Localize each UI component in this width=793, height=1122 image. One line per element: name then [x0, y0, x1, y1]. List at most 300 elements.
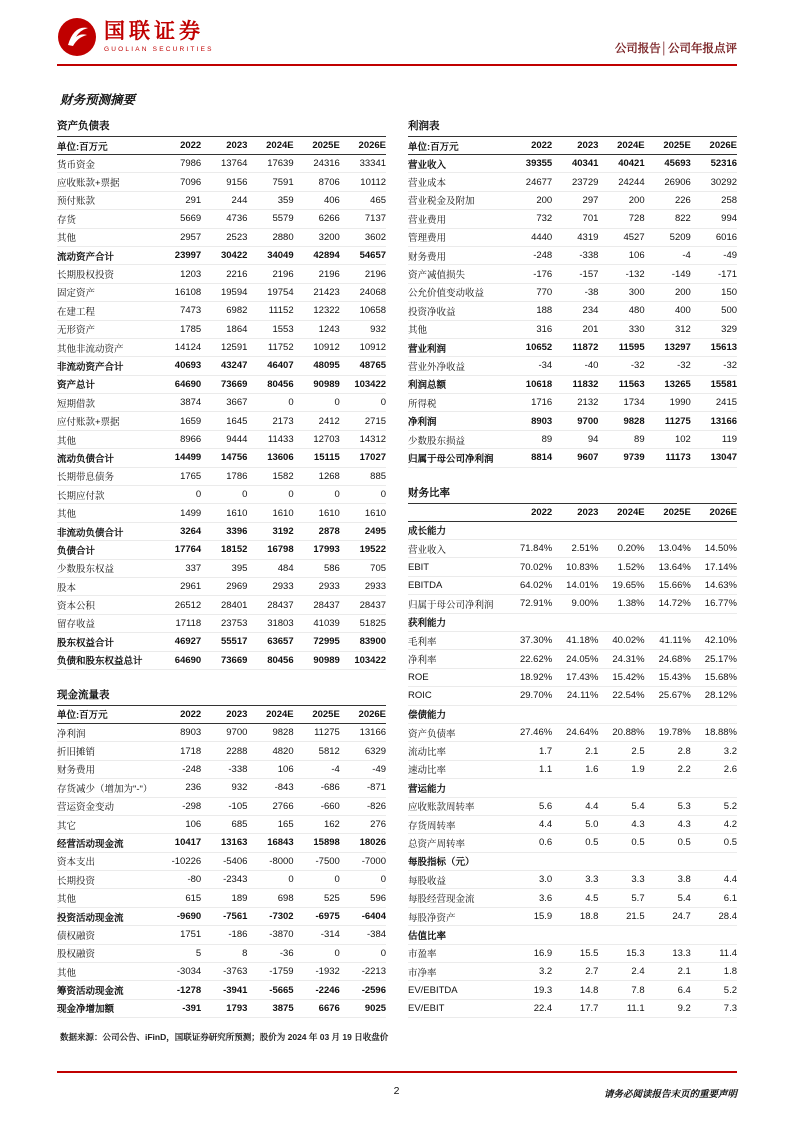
cell-value: 5812 [318, 745, 340, 757]
cell-value: 11872 [572, 342, 599, 354]
cell-value: 13166 [359, 727, 387, 739]
table-row [408, 321, 737, 339]
cell-value: 9739 [623, 452, 645, 464]
cell-value: 45693 [664, 158, 691, 170]
cell-value: 10618 [525, 378, 553, 390]
cell-value: 17.43% [566, 671, 599, 683]
cell-value: -843 [274, 782, 294, 794]
row-label: 速动比率 [408, 765, 447, 777]
cell-value: 1.38% [617, 598, 645, 610]
cell-value: 11275 [314, 727, 340, 739]
row-label: 成长能力 [408, 526, 447, 538]
cell-value: 83900 [359, 636, 387, 648]
cell-value: 3874 [180, 397, 202, 409]
cell-value: 5579 [272, 213, 294, 225]
cell-value: 2196 [272, 268, 294, 280]
table-row [408, 210, 737, 228]
cell-value: 15898 [313, 837, 340, 849]
cell-value: 25.17% [704, 653, 738, 665]
cell-value: 484 [277, 562, 294, 574]
cell-value: 1.7 [538, 745, 553, 757]
cell-value: 41.18% [566, 635, 599, 647]
cell-value: 11173 [665, 452, 691, 464]
table-row [57, 412, 386, 430]
cell-value: 24068 [359, 286, 387, 298]
financial-ratios-table [408, 481, 737, 1019]
cell-value: 0 [288, 489, 294, 501]
table-row [408, 173, 737, 191]
cell-value: 4.4 [538, 819, 553, 831]
cell-value: 2.8 [677, 745, 691, 757]
cell-value: -2596 [361, 984, 387, 996]
row-label: 市盈率 [408, 949, 437, 961]
row-label: 净利润 [57, 728, 86, 740]
row-label: 营业外净收益 [408, 361, 466, 373]
cell-value: 0.6 [538, 837, 553, 849]
cell-value: 14.63% [704, 580, 738, 591]
row-label: 股东权益合计 [57, 637, 115, 649]
cell-value: 22.62% [519, 653, 553, 665]
cell-value: 1645 [226, 415, 248, 427]
row-label: 毛利率 [408, 636, 437, 648]
cell-value: 1.6 [585, 763, 599, 775]
left-column [57, 114, 386, 1031]
cell-value: 18152 [220, 544, 248, 556]
cell-value: 15.42% [612, 671, 645, 683]
table-row [57, 742, 386, 760]
table-header-row [57, 136, 386, 155]
cell-value: 17027 [359, 452, 387, 464]
cell-value: 46927 [174, 636, 202, 648]
cell-value: 9.2 [677, 1002, 691, 1014]
cell-value: 15.3 [626, 947, 645, 959]
cell-value: 0 [288, 397, 294, 409]
cell-value: 2.51% [571, 543, 599, 555]
table-row [57, 798, 386, 816]
cell-value: -6975 [315, 911, 340, 923]
cell-value: 8903 [180, 727, 202, 739]
cell-value: 5.0 [585, 819, 599, 831]
brand-name [104, 20, 214, 53]
cell-value: 200 [674, 286, 691, 298]
cell-value: -391 [182, 1002, 202, 1014]
row-label: 营业费用 [408, 214, 447, 226]
table-row [408, 284, 737, 302]
table-row [408, 595, 737, 613]
cell-value: 189 [231, 892, 248, 904]
cell-value: -248 [533, 250, 553, 262]
year-header: 2026E [709, 506, 738, 518]
cell-value: -157 [579, 268, 599, 280]
cell-value: -338 [579, 250, 599, 262]
table-title: 财务比率 [408, 486, 450, 499]
row-label: 净利润 [408, 417, 437, 429]
cell-value: 102 [674, 434, 691, 446]
cell-value: 14312 [359, 434, 387, 446]
table-row [57, 302, 386, 320]
footer-divider [57, 1071, 737, 1073]
unit-label: 单位:百万元 [57, 141, 108, 153]
cell-value: 3.3 [631, 874, 645, 886]
cell-value: 13.04% [658, 543, 691, 555]
year-header: 2025E [312, 140, 340, 151]
cell-value: 932 [370, 323, 387, 335]
cell-value: -660 [320, 800, 340, 812]
table-row [57, 816, 386, 834]
table-row [57, 173, 386, 191]
cell-value: 150 [721, 286, 738, 298]
cell-value: -3034 [176, 966, 202, 978]
cell-value: 17639 [267, 158, 294, 170]
cell-value: 14756 [220, 452, 248, 464]
cell-value: 10.83% [566, 561, 599, 573]
cell-value: 0 [334, 489, 340, 501]
row-label: 每股净资产 [408, 912, 456, 924]
cell-value: 52316 [710, 158, 738, 170]
cell-value: 10112 [360, 176, 387, 188]
cell-value: 885 [370, 470, 387, 482]
cell-value: 1499 [180, 507, 202, 519]
cell-value: 1268 [318, 470, 340, 482]
cell-value: 10912 [313, 342, 340, 354]
table-row [57, 284, 386, 302]
cell-value: 11433 [267, 434, 294, 446]
cell-value: 7.8 [631, 984, 645, 996]
cell-value: 24.05% [566, 653, 599, 665]
cell-value: 0 [380, 489, 387, 501]
cell-value: 40693 [174, 360, 202, 372]
cell-value: 1.52% [617, 561, 645, 573]
cell-value: 17118 [175, 617, 202, 629]
cell-value: 4736 [226, 213, 248, 225]
cell-value: 7986 [180, 158, 202, 170]
cell-value: 13764 [220, 158, 248, 170]
cell-value: 15.9 [533, 911, 553, 923]
cell-value: -6404 [361, 911, 387, 923]
table-row [57, 449, 386, 467]
cell-value: 2933 [364, 581, 387, 593]
cell-value: 40421 [618, 158, 645, 170]
table-row [408, 871, 737, 889]
cell-value: 14.8 [579, 984, 599, 996]
cell-value: 63657 [267, 636, 294, 648]
cell-value: 728 [628, 213, 645, 225]
cell-value: -686 [320, 782, 340, 794]
row-label: 存货周转率 [408, 820, 456, 832]
row-label: 流动比率 [408, 747, 447, 759]
cell-value: -5406 [223, 855, 248, 867]
year-header: 2024E [617, 140, 645, 151]
cell-value: -132 [625, 268, 645, 280]
cell-value: 64690 [174, 378, 202, 390]
cell-value: 28.12% [704, 690, 738, 702]
brand-name-cn: 国联证券 [104, 20, 204, 44]
cell-value: 5.3 [677, 800, 691, 812]
row-label: 营运能力 [408, 783, 447, 795]
table-row [57, 155, 386, 173]
page-number: 2 [393, 1085, 400, 1097]
row-label: 固定资产 [57, 288, 96, 300]
row-label: EV/EBIT [408, 1002, 445, 1014]
cell-value: 4.3 [677, 819, 691, 831]
table-title: 现金流量表 [57, 688, 110, 701]
cell-value: 11152 [268, 305, 294, 317]
cell-value: 24.64% [566, 727, 599, 739]
cell-value: 4319 [577, 231, 599, 243]
cell-value: 15.43% [658, 671, 691, 683]
row-label: 少数股东损益 [408, 435, 466, 447]
cell-value: 316 [536, 323, 553, 335]
cell-value: 30292 [710, 176, 738, 188]
cell-value: 3.8 [677, 874, 691, 886]
cell-value: 23997 [174, 250, 202, 262]
cell-value: 9700 [226, 727, 248, 739]
cell-value: 1716 [531, 397, 553, 409]
cell-value: 9025 [364, 1002, 387, 1014]
balance-sheet-table [57, 114, 386, 670]
cell-value: 103422 [354, 654, 387, 666]
cell-value: 23753 [220, 617, 248, 629]
cell-value: 16.77% [704, 598, 738, 610]
cell-value: 3.2 [538, 966, 553, 978]
cell-value: 72.91% [519, 598, 553, 610]
cell-value: 3602 [364, 231, 387, 243]
cell-value: 11.1 [626, 1002, 645, 1014]
table-row [57, 578, 386, 596]
cell-value: 13047 [710, 452, 738, 464]
table-section-row [408, 779, 737, 797]
footer-disclaimer: 请务必阅读报告末页的重要声明 [603, 1089, 737, 1100]
cell-value: -2246 [315, 984, 340, 996]
row-label: 利润总额 [408, 380, 447, 392]
cell-value: 0 [334, 874, 340, 886]
cell-value: 4.3 [631, 819, 645, 831]
cell-value: 0 [380, 947, 387, 959]
data-source-note: 数据来源：公司公告、iFinD，国联证券研究所预测；股价为 2024 年 03 月 19 日收盘价 [60, 1032, 389, 1042]
year-header: 2022 [531, 506, 553, 518]
cell-value: 1718 [180, 745, 202, 757]
cell-value: 586 [323, 562, 340, 574]
row-label: ROIC [408, 690, 432, 702]
table-row [408, 192, 737, 210]
cell-value: 732 [536, 213, 553, 225]
year-header: 2024E [617, 506, 645, 518]
cell-value: 329 [721, 323, 738, 335]
cell-value: -1278 [176, 984, 202, 996]
row-label: 营业收入 [408, 544, 447, 556]
cell-value: 22.54% [612, 690, 645, 702]
cell-value: 9828 [623, 415, 645, 427]
cell-value: 162 [323, 819, 340, 831]
cell-value: 28437 [267, 599, 294, 611]
cell-value: 1203 [180, 268, 202, 280]
row-label: 现金净增加额 [57, 1004, 115, 1016]
cell-value: 312 [674, 323, 691, 335]
row-label: 股权融资 [57, 949, 96, 961]
cell-value: 80456 [267, 378, 294, 390]
row-label: 每股经营现金流 [408, 894, 475, 906]
row-label: 少数股东权益 [57, 564, 115, 576]
cell-value: 14499 [174, 452, 202, 464]
cell-value: 0 [380, 874, 387, 886]
row-label: 净利率 [408, 655, 437, 667]
row-label: 无形资产 [57, 325, 96, 337]
row-label: 股本 [57, 582, 77, 594]
cell-value: 48765 [359, 360, 387, 372]
cell-value: 0.5 [631, 837, 645, 849]
cell-value: 200 [628, 194, 645, 206]
cell-value: 90989 [313, 654, 340, 666]
unit-label: 单位:百万元 [57, 710, 108, 722]
cell-value: 2288 [226, 745, 248, 757]
table-row [408, 577, 737, 595]
cell-value: 2415 [715, 397, 738, 409]
row-label: 估值比率 [408, 930, 447, 942]
cell-value: 1.9 [631, 763, 645, 775]
row-label: 资本支出 [57, 857, 96, 869]
cell-value: 1785 [180, 323, 202, 335]
table-row [57, 560, 386, 578]
table-row [57, 779, 386, 797]
row-label: 财务费用 [408, 251, 447, 263]
table-row [408, 669, 737, 687]
row-label: 其他 [57, 435, 77, 447]
cell-value: 2969 [226, 581, 248, 593]
cell-value: 39355 [525, 158, 553, 170]
cell-value: 14.72% [658, 598, 691, 610]
cell-value: -2213 [361, 966, 387, 978]
cell-value: 12591 [220, 342, 248, 354]
cell-value: -2343 [223, 874, 248, 886]
right-column [408, 114, 737, 1031]
cell-value: 2412 [318, 415, 340, 427]
table-row [57, 963, 386, 981]
cell-value: -338 [228, 763, 248, 775]
cell-value: 70.02% [519, 561, 553, 573]
cell-value: 37.30% [519, 635, 553, 647]
brand-name-en: GUOLIAN SECURITIES [104, 46, 214, 54]
cell-value: 23729 [571, 176, 599, 188]
cell-value: 5209 [669, 231, 691, 243]
cell-value: 16108 [174, 286, 202, 298]
cell-value: 1610 [364, 507, 387, 519]
cell-value: 4.4 [585, 800, 599, 812]
row-label: 长期投资 [57, 875, 96, 887]
cell-value: 994 [721, 213, 738, 225]
cell-value: -40 [584, 360, 599, 372]
table-row [57, 834, 386, 852]
cell-value: -36 [279, 947, 294, 959]
cell-value: 9156 [226, 176, 248, 188]
cell-value: 14.01% [566, 580, 599, 591]
cell-value: 13166 [710, 415, 738, 427]
brand-logo [57, 17, 214, 57]
cell-value: 8903 [531, 415, 553, 427]
cell-value: 330 [628, 323, 645, 335]
cell-value: 46407 [267, 360, 294, 372]
cell-value: -32 [677, 360, 691, 372]
row-label: 市净率 [408, 967, 437, 979]
table-row [57, 394, 386, 412]
table-row [408, 1000, 737, 1018]
cell-value: 1610 [318, 507, 340, 519]
table-row [57, 853, 386, 871]
cell-value: -871 [367, 782, 387, 794]
cell-value: 10658 [359, 305, 387, 317]
cell-value: 0.5 [677, 837, 691, 849]
cell-value: 33341 [359, 158, 387, 170]
cell-value: 9700 [577, 415, 599, 427]
cell-value: 337 [185, 562, 202, 574]
cell-value: 48095 [313, 360, 340, 372]
row-label: 其他 [408, 325, 428, 337]
cell-value: 5669 [180, 213, 202, 225]
cell-value: 3.2 [723, 745, 738, 757]
cell-value: 14124 [174, 342, 202, 354]
cell-value: 13163 [220, 837, 248, 849]
cell-value: 15613 [710, 342, 738, 354]
cell-value: 9.00% [571, 598, 599, 610]
cell-value: 10912 [359, 342, 387, 354]
table-row [408, 945, 737, 963]
row-label: ROE [408, 671, 429, 683]
cell-value: 244 [231, 194, 248, 206]
cell-value: 31803 [267, 617, 294, 629]
cell-value: 73669 [220, 654, 248, 666]
cell-value: 770 [536, 286, 553, 298]
cell-value: 201 [582, 323, 599, 335]
cell-value: 297 [582, 194, 599, 206]
row-label: 管理费用 [408, 233, 447, 245]
cell-value: 200 [536, 194, 553, 206]
cell-value: 18026 [359, 837, 387, 849]
cell-value: -186 [228, 929, 248, 941]
row-label: 长期应付款 [57, 490, 105, 502]
table-row [57, 1000, 386, 1018]
row-label: 长期带息债务 [57, 472, 115, 484]
cell-value: 1786 [226, 470, 248, 482]
report-type-label: 公司报告│公司年报点评 [614, 43, 737, 55]
cell-value: 19754 [267, 286, 294, 298]
cell-value: 26906 [664, 176, 691, 188]
cell-value: 19594 [220, 286, 248, 298]
cell-value: 43247 [220, 360, 248, 372]
cell-value: 15115 [313, 452, 340, 464]
cell-value: 9607 [577, 452, 599, 464]
cell-value: 28437 [313, 599, 340, 611]
cell-value: 2.7 [585, 966, 599, 978]
table-row [57, 889, 386, 907]
row-label: 存货减少（增加为"-"） [57, 783, 153, 795]
row-label: 留存收益 [57, 619, 96, 631]
row-label: 每股指标（元） [408, 857, 475, 869]
cell-value: 10652 [525, 342, 553, 354]
cell-value: 3.6 [538, 892, 553, 904]
table-header-row [408, 503, 737, 522]
cell-value: 11275 [664, 415, 691, 427]
cell-value: 5.2 [723, 800, 738, 812]
table-row [408, 449, 737, 467]
cell-value: 20.88% [612, 727, 645, 739]
cell-value: 276 [370, 819, 387, 831]
table-row [408, 357, 737, 375]
cell-value: 5.4 [631, 800, 645, 812]
cell-value: 7096 [180, 176, 202, 188]
table-row [57, 247, 386, 265]
cell-value: 236 [185, 782, 202, 794]
table-row [408, 834, 737, 852]
cell-value: 34049 [267, 250, 294, 262]
